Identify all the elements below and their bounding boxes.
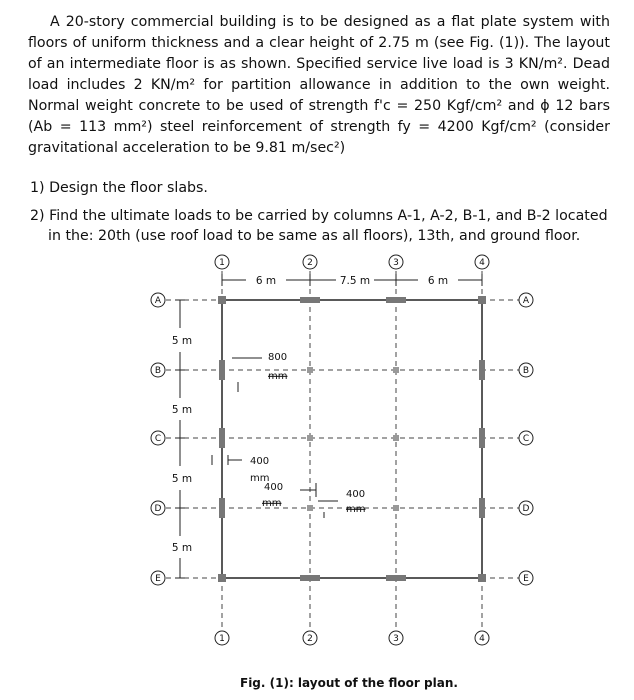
span-x-1: 6 m [255, 275, 277, 287]
dim-400a-value: 400 [250, 456, 270, 467]
grid-label-left-D: D [154, 504, 162, 514]
grid-label-bottom-4: 4 [479, 634, 485, 644]
problem-intro: A 20-story commercial building is to be designed as a flat plate system with floors of uniform thickness and a clear height of 2.75 m (see Fig. (1)). The layout of an intermediate floor is as shown. Specified service live load is 3 KN/m². Dead load includes 2 KN/m² for partition allowance in addition to the own weight. Normal weight concrete to be used of strength f'c = 250 Kgf/cm² and ϕ 12 bars (Ab = 113 mm²) steel reinforcement of strength fy = 4200 Kgf/cm² (consider gravitational acceleration to be 9.81 m/sec²) [28, 14, 610, 156]
column-E1 [218, 574, 226, 582]
column-D1 [219, 498, 225, 518]
grid-label-top-3: 3 [393, 258, 399, 268]
grid-label-top-4: 4 [479, 258, 485, 268]
column-B2 [307, 367, 313, 373]
column-A4 [478, 296, 486, 304]
dim-400c-value: 400 [346, 489, 366, 500]
column-B1 [219, 360, 225, 380]
slab-outline [222, 300, 482, 578]
figure-caption: Fig. (1): layout of the floor plan. [240, 676, 458, 690]
dim-400a-unit: mm [250, 473, 270, 484]
dim-800-value: 800 [268, 352, 288, 363]
span-y-1: 5 m [171, 335, 193, 347]
grid-label-left-E: E [155, 574, 161, 584]
grid-label-right-A: A [522, 296, 530, 306]
column-D3 [393, 505, 399, 511]
dim-400b-unit: mm [262, 498, 282, 509]
column-D2 [307, 505, 313, 511]
grid-label-bottom-2: 2 [307, 634, 313, 644]
column-E4 [478, 574, 486, 582]
span-y-4: 5 m [171, 542, 193, 554]
column-D4 [479, 498, 485, 518]
column-C2 [307, 435, 313, 441]
grid-label-top-2: 2 [307, 258, 313, 268]
grid-label-bottom-1: 1 [219, 634, 225, 644]
question-1: 1) Design the floor slabs. [30, 180, 208, 196]
grid-label-right-E: E [523, 574, 529, 584]
grid-label-bottom-3: 3 [393, 634, 399, 644]
grid-label-left-C: C [154, 434, 162, 444]
column-B3 [393, 367, 399, 373]
column-C4 [479, 428, 485, 448]
question-2-line-2: in the: 20th (use roof load to be same as all floors), 13th, and ground floor. [48, 228, 581, 244]
grid-label-top-1: 1 [219, 258, 225, 268]
dim-400c-unit: mm [346, 504, 366, 515]
column-C3 [393, 435, 399, 441]
column-E3 [386, 575, 406, 581]
column-E2 [300, 575, 320, 581]
column-A3 [386, 297, 406, 303]
grid-label-right-C: C [522, 434, 530, 444]
grid-label-left-B: B [154, 366, 162, 376]
dim-800-unit: mm [268, 371, 288, 382]
column-A2 [300, 297, 320, 303]
grid-label-right-D: D [522, 504, 530, 514]
span-y-2: 5 m [171, 404, 193, 416]
grid-label-left-A: A [154, 296, 162, 306]
span-y-3: 5 m [171, 473, 193, 485]
grid-label-right-B: B [522, 366, 530, 376]
column-C1 [219, 428, 225, 448]
column-A1 [218, 296, 226, 304]
dim-400b-value: 400 [264, 482, 284, 493]
question-2-line-1: 2) Find the ultimate loads to be carried by columns A-1, A-2, B-1, and B-2 located [30, 208, 608, 224]
span-x-2: 7.5 m [339, 275, 371, 287]
column-B4 [479, 360, 485, 380]
span-x-3: 6 m [427, 275, 449, 287]
